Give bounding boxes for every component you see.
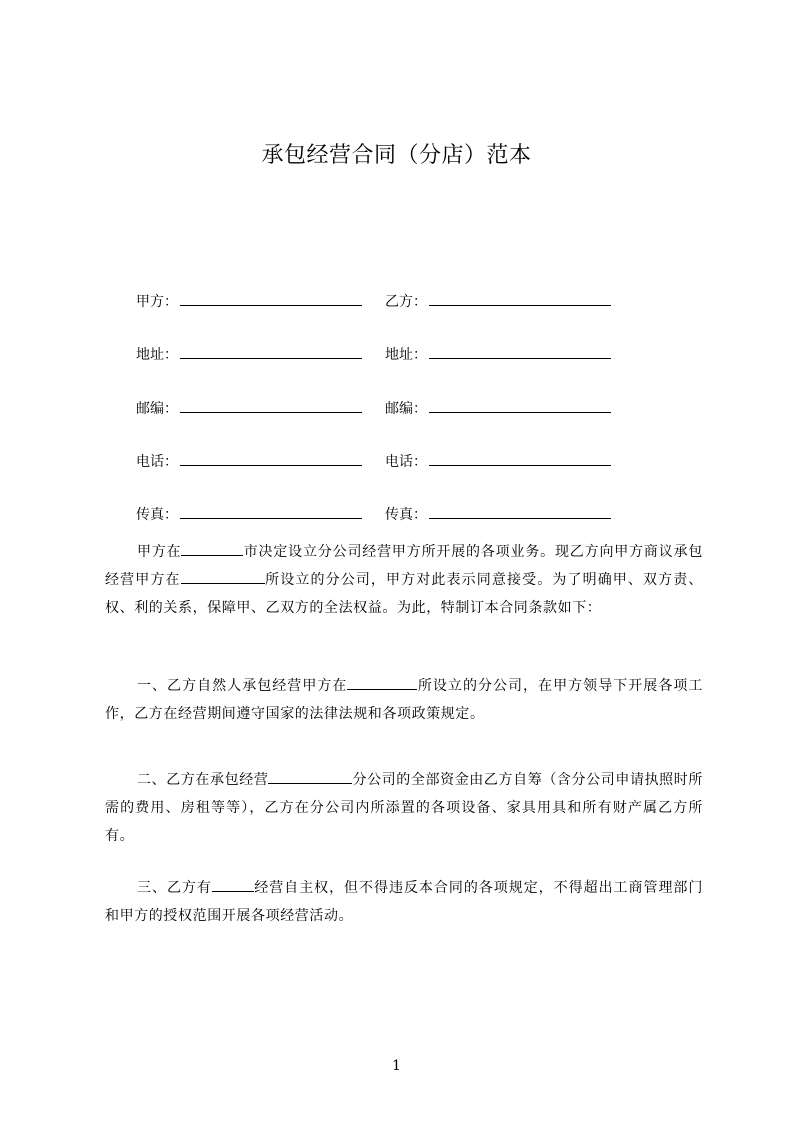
party-b-fax-label: 传真：	[385, 507, 427, 523]
party-a-fax-blank	[180, 504, 362, 519]
clause-1-paragraph	[105, 672, 703, 728]
party-b-postcode-field	[385, 398, 611, 419]
clause-1-text-1: 一、乙方自然人承包经营甲方在	[137, 678, 348, 694]
preamble-text-3: 所设立的分公司，甲方对此表示同意接受。为了明确甲、双方责、权、利的关系，保障甲、乙双方的全法权益。为此，特制订本合同条款如下：	[105, 572, 703, 616]
party-a-phone-field	[136, 451, 362, 472]
party-a-address-blank	[180, 344, 362, 359]
party-a-postcode-blank	[180, 398, 362, 413]
party-b-field	[385, 291, 611, 312]
party-a-field	[136, 291, 362, 312]
party-b-address-blank	[429, 344, 611, 359]
party-b-blank	[429, 291, 611, 306]
preamble-paragraph	[105, 538, 703, 622]
document-title: 承包经营合同（分店）范本	[261, 143, 532, 168]
party-a-address-label: 地址：	[136, 347, 178, 363]
location-blank	[181, 567, 265, 584]
clause-3-paragraph	[105, 874, 703, 930]
clause-3-text-2: 经营自主权，但不得违反本合同的各项规定，不得超出工商管理部门和甲方的授权范围开展各项经营活动。	[105, 880, 704, 924]
clause-2-paragraph	[105, 766, 703, 850]
preamble-text-1: 甲方在	[137, 544, 182, 560]
clause-3-blank	[212, 875, 254, 892]
party-b-fax-field	[385, 504, 611, 525]
clause-1-text-2: 所设立的分公司，在甲方领导下开展各项工作，乙方在经营期间遵守国家的法律法规和各项政策规定。	[105, 678, 703, 722]
party-b-postcode-blank	[429, 398, 611, 413]
city-blank	[181, 539, 243, 556]
clause-2-text-2: 分公司的全部资金由乙方自筹（含分公司申请执照时所需的费用、房租等等），乙方在分公司内所添置的各项设备、家具用具和所有财产属乙方所有。	[105, 772, 703, 844]
party-b-postcode-label: 邮编：	[385, 401, 427, 417]
party-a-fax-field	[136, 504, 362, 525]
party-a-label: 甲方：	[136, 294, 178, 310]
clause-2-blank	[268, 767, 352, 784]
preamble-text-2: 市决定设立分公司经营甲方所开展的各项业务。现乙方向甲方商议承包经营甲方在	[105, 544, 703, 588]
party-a-phone-label: 电话：	[136, 454, 178, 470]
party-b-fax-blank	[429, 504, 611, 519]
clause-3-text-1: 三、乙方有	[137, 880, 212, 896]
party-b-address-field	[385, 344, 611, 365]
party-a-postcode-label: 邮编：	[136, 401, 178, 417]
party-b-label: 乙方：	[385, 294, 427, 310]
party-a-postcode-field	[136, 398, 362, 419]
party-a-address-field	[136, 344, 362, 365]
page-number: 1	[392, 1058, 401, 1074]
party-a-fax-label: 传真：	[136, 507, 178, 523]
clause-2-text-1: 二、乙方在承包经营	[137, 772, 269, 788]
party-a-phone-blank	[180, 451, 362, 466]
party-b-address-label: 地址：	[385, 347, 427, 363]
party-b-phone-field	[385, 451, 611, 472]
party-b-phone-blank	[429, 451, 611, 466]
clause-1-blank	[347, 673, 417, 690]
party-a-blank	[180, 291, 362, 306]
party-b-phone-label: 电话：	[385, 454, 427, 470]
